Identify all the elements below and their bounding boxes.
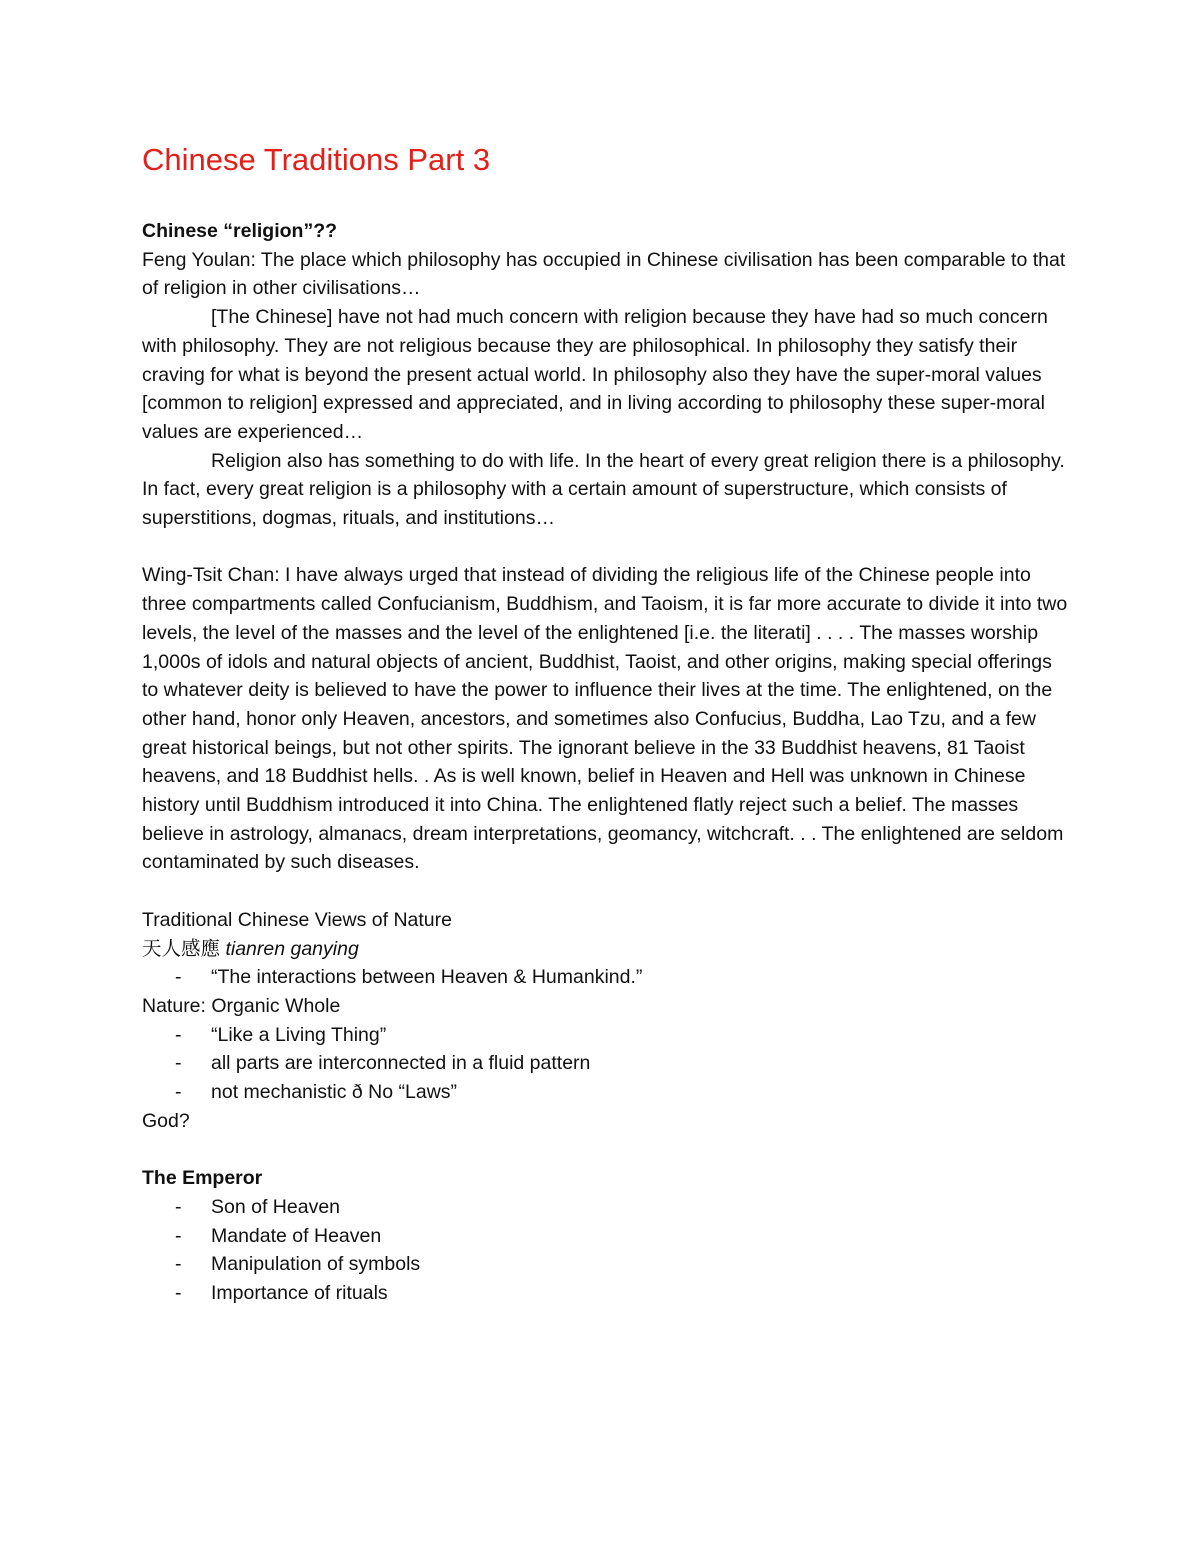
list-item: - Son of Heaven	[142, 1193, 1072, 1222]
section-heading-religion: Chinese “religion”??	[142, 220, 338, 242]
page-title: Chinese Traditions Part 3	[142, 142, 491, 177]
dash-bullet: -	[175, 1023, 182, 1046]
spacer	[142, 533, 1072, 562]
feng-youlan-paragraph-2: [The Chinese] have not had much concern with religion because they have had so much concern with philosophy. They are not religious because they are philosophical. In philosophy they satisfy their craving for what is beyond the present actual world. In philosophy also they have the super-moral values [common to religion] expressed and appreciated, and in living according to philosophy these super-moral values are experienced…	[142, 306, 1048, 443]
emperor-list	[142, 1193, 1072, 1308]
term-chinese-characters: 天人感應	[142, 936, 221, 960]
list-item: - all parts are interconnected in a fluid pattern	[142, 1049, 1072, 1078]
term-line	[142, 935, 1072, 964]
wing-tsit-chan-paragraph: Wing-Tsit Chan: I have always urged that instead of dividing the religious life of the Chinese people into three compartments called Confucianism, Buddhism, and Taoism, it is far more accurate to divide it into two levels, the level of the masses and the level of the enlightened [i.e. the literati] . . . . The masses worship 1,000s of idols and natural objects of ancient, Buddhist, Taoist, and other origins, making special offerings to whatever deity is believed to have the power to influence their lives at the time. The enlightened, on the other hand, honor only Heaven, ancestors, and sometimes also Confucius, Buddha, Lao Tzu, and a few great historical beings, but not other spirits. The ignorant believe in the 33 Buddhist heavens, 81 Taoist heavens, and 18 Buddhist hells. . As is well known, belief in Heaven and Hell was unknown in Chinese history until Buddhism introduced it into China. The enlightened flatly reject such a belief. The masses believe in astrology, almanacs, dream interpretations, geomancy, witchcraft. . . The enlightened are seldom contaminated by such diseases.	[142, 564, 1068, 874]
term-pinyin: tianren ganying	[225, 937, 359, 960]
list-item: - “Like a Living Thing”	[142, 1021, 1072, 1050]
spacer	[142, 1135, 1072, 1164]
list-item: - Mandate of Heaven	[142, 1222, 1072, 1251]
dash-bullet: -	[175, 1081, 182, 1104]
section-heading-nature: Traditional Chinese Views of Nature	[142, 908, 452, 931]
document-body	[142, 140, 1072, 1308]
god-question: God?	[142, 1109, 190, 1132]
dash-bullet: -	[175, 1195, 182, 1218]
dash-bullet: -	[175, 1281, 182, 1304]
dash-bullet: -	[175, 1253, 182, 1276]
spacer	[142, 877, 1072, 906]
term-list	[142, 963, 1072, 992]
dash-bullet: -	[175, 966, 182, 989]
list-item: - not mechanistic ð No “Laws”	[142, 1078, 1072, 1107]
list-item: - Importance of rituals	[142, 1279, 1072, 1308]
list-item: - Manipulation of symbols	[142, 1250, 1072, 1279]
nature-label: Nature: Organic Whole	[142, 994, 341, 1017]
list-item: - “The interactions between Heaven & Humankind.”	[142, 963, 1072, 992]
dash-bullet: -	[175, 1052, 182, 1075]
section-heading-emperor: The Emperor	[142, 1167, 263, 1190]
dash-bullet: -	[175, 1224, 182, 1247]
feng-youlan-paragraph-1: Feng Youlan: The place which philosophy has occupied in Chinese civilisation has been comparable to that of religion in other civilisations…	[142, 248, 1066, 300]
feng-youlan-paragraph-3: Religion also has something to do with life. In the heart of every great religion there is a philosophy. In fact, every great religion is a philosophy with a certain amount of superstructure, which consists of superstitions, dogmas, rituals, and institutions…	[142, 449, 1065, 530]
nature-list	[142, 1021, 1072, 1107]
